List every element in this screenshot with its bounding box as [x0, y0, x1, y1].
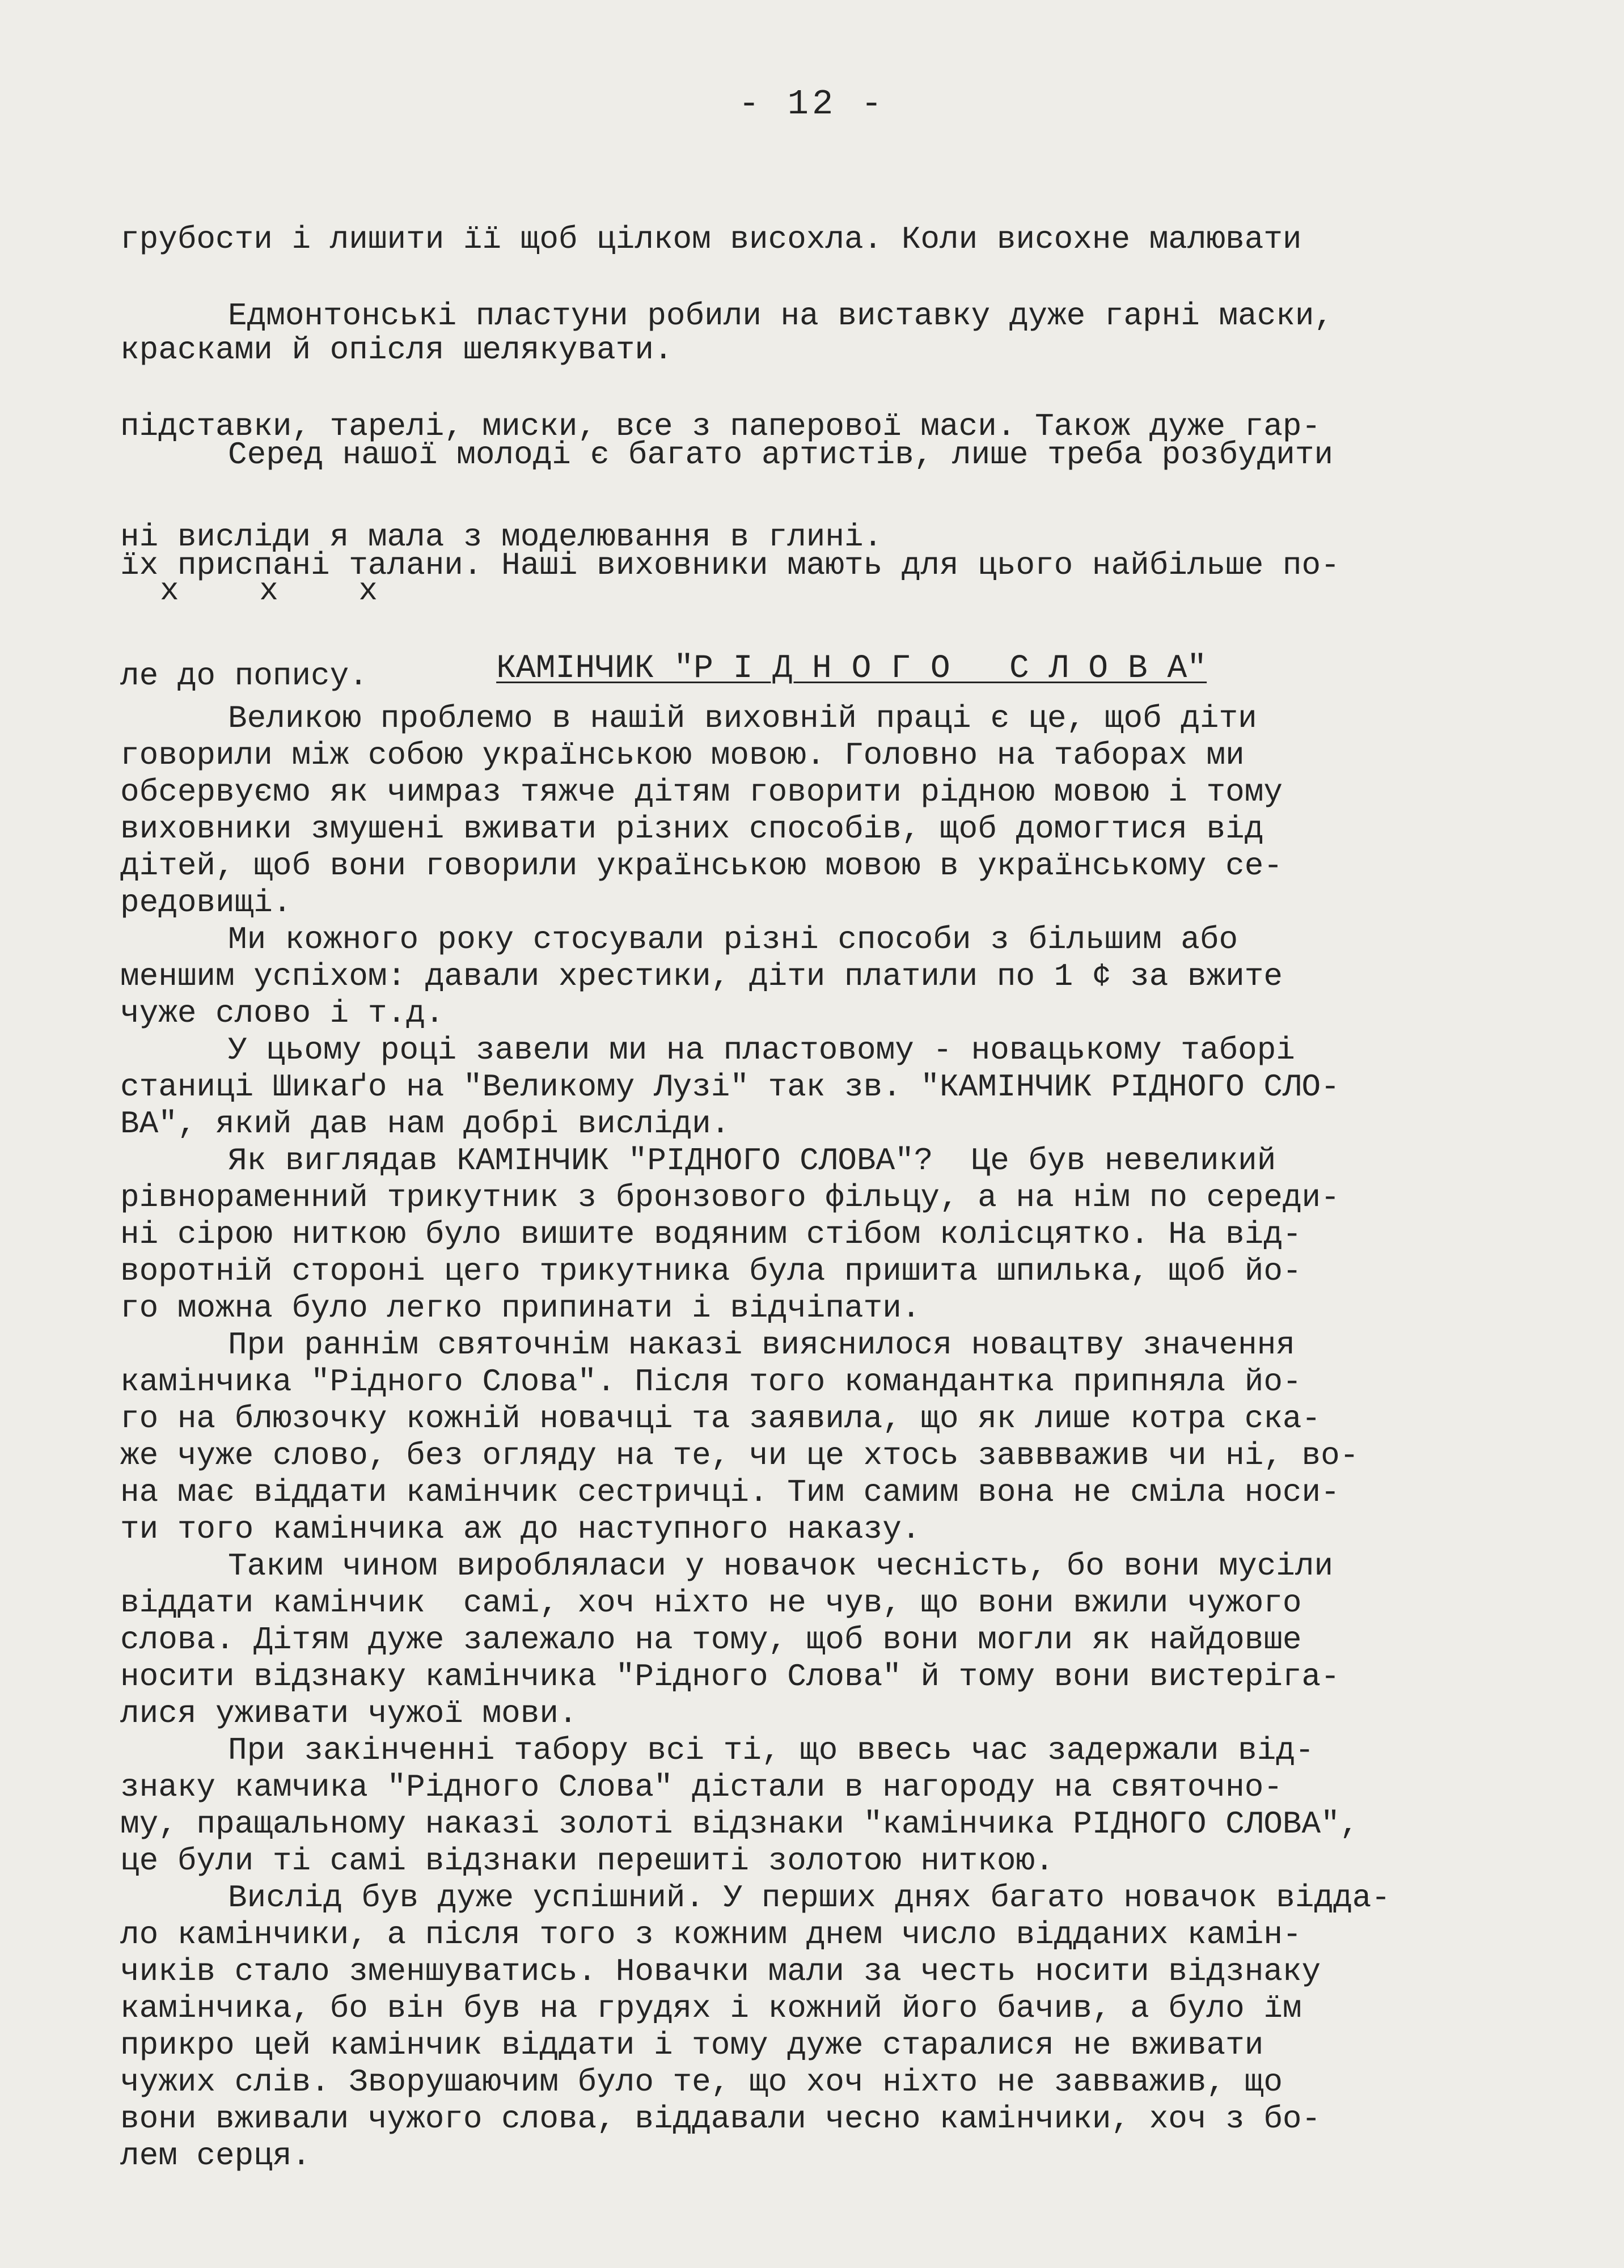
text-line: воротній стороні цего трикутника була пришита шпилька, щоб йо-: [120, 1253, 1302, 1289]
text-line: го на блюзочку кожній новачці та заявила, що як лише котра ска-: [120, 1400, 1321, 1437]
text-line: Ми кожного року стосували різні способи з більшим або: [228, 921, 1238, 958]
text-line: редовищі.: [120, 885, 292, 921]
text-line: лися уживати чужої мови.: [120, 1695, 578, 1732]
text-line: чиків стало зменшуватись. Новачки мали за честь носити відзнаку: [120, 1953, 1321, 1990]
text-line: підставки, тарелі, миски, все з паперової маси. Також дуже гар-: [120, 408, 1321, 445]
text-line: грубости і лишити її щоб цілком висохла. Коли висохне малювати: [120, 221, 1302, 257]
text-line: Серед нашої молоді є багато артистів, лише треба розбудити: [228, 437, 1334, 473]
text-line: знаку камчика "Рідного Слова" дістали в нагороду на святочно-: [120, 1769, 1283, 1805]
text-line: При раннім святочнім наказі вияснилося новацтву значення: [228, 1327, 1295, 1363]
text-line: це були ті самі відзнаки перешиті золотою ниткою.: [120, 1843, 1054, 1879]
text-line: же чуже слово, без огляду на те, чи це хтось заввважив чи ні, во-: [120, 1437, 1359, 1474]
text-line: ти того камінчика аж до наступного наказу.: [120, 1511, 921, 1547]
text-line: виховники змушені вживати різних способів, щоб домогтися від: [120, 811, 1264, 847]
text-line: Як виглядав КАМІНЧИК "РІДНОГО СЛОВА"? Це був невеликий: [228, 1143, 1276, 1179]
section-separator: x x x: [160, 573, 409, 609]
text-line: Великою проблемо в нашій виховній праці є це, щоб діти: [228, 700, 1257, 737]
text-line: станиці Шикаґо на "Великому Лузі" так зв. "КАМІНЧИК РІДНОГО СЛО-: [120, 1069, 1340, 1105]
text-line: прикро цей камінчик віддати і тому дуже старалися не вживати: [120, 2027, 1264, 2063]
section-title-text: КАМІНЧИК "Р І Д Н О Г О С Л О В А": [496, 650, 1207, 687]
text-line: рівнораменний трикутник з бронзового фільцу, а на нім по середи-: [120, 1179, 1340, 1216]
text-line: вони вживали чужого слова, віддавали чесно камінчики, хоч з бо-: [120, 2101, 1321, 2137]
text-line: Таким чином виробляласи у новачок чесність, бо вони мусіли: [228, 1548, 1334, 1584]
text-line: го можна було легко припинати і відчіпати.: [120, 1290, 921, 1326]
text-line: обсервуємо як чимраз тяжче дітям говорити рідною мовою і тому: [120, 774, 1283, 810]
text-line: лем серця.: [120, 2138, 311, 2174]
text-line: камінчика "Рідного Слова". Після того командантка припняла йо-: [120, 1364, 1302, 1400]
page-number: - 12 -: [738, 84, 886, 124]
text-line: ні сірою ниткою було вишите водяним стібом колісцятко. На від-: [120, 1216, 1302, 1253]
text-line: камінчика, бо він був на грудях і кожний його бачив, а було їм: [120, 1990, 1302, 2026]
text-line: красками й опісля шелякувати.: [120, 332, 673, 368]
text-line: слова. Дітям дуже залежало на тому, щоб вони могли як найдовше: [120, 1622, 1302, 1658]
text-line: чужих слів. Зворушаючим було те, що хоч ніхто не завважив, що: [120, 2064, 1283, 2100]
text-line: чуже слово і т.д.: [120, 995, 445, 1031]
text-line: дітей, щоб вони говорили українською мовою в українському се-: [120, 848, 1283, 884]
text-line: меншим успіхом: давали хрестики, діти платили по 1 ¢ за вжите: [120, 958, 1283, 995]
text-line: ні висліди я мала з моделювання в глині.: [120, 519, 883, 555]
text-line: носити відзнаку камінчика "Рідного Слова" й тому вони вистеріга-: [120, 1658, 1340, 1695]
text-line: Едмонтонські пластуни робили на виставку дуже гарні маски,: [228, 298, 1334, 334]
text-line: їх приспані талани. Наші виховники мають для цього найбільше по-: [120, 547, 1340, 583]
text-line: При закінченні табору всі ті, що ввесь час задержали від-: [228, 1732, 1314, 1768]
text-line: У цьому році завели ми на пластовому - новацькому таборі: [228, 1032, 1295, 1068]
text-line: на має віддати камінчик сестричці. Тим самим вона не сміла носи-: [120, 1474, 1340, 1510]
main-body: [120, 700, 1521, 2174]
text-line: ВА", який дав нам добрі висліди.: [120, 1106, 730, 1142]
text-line: віддати камінчик самі, хоч ніхто не чув, що вони вжили чужого: [120, 1585, 1302, 1621]
text-line: ле до попису.: [120, 658, 368, 694]
text-line: говорили між собою українською мовою. Головно на таборах ми: [120, 737, 1245, 773]
text-line: ло камінчики, а після того з кожним днем число відданих камін-: [120, 1916, 1302, 1953]
text-line: Вислід був дуже успішний. У перших днях багато новачок віддa-: [228, 1880, 1390, 1916]
text-line: му, пращальному наказі золоті відзнаки "камінчика РІДНОГО СЛОВА",: [120, 1806, 1359, 1842]
